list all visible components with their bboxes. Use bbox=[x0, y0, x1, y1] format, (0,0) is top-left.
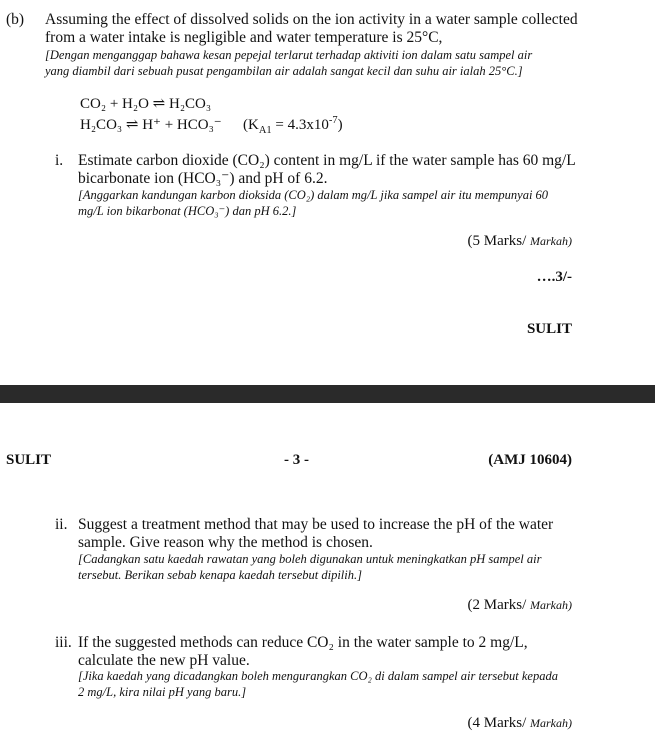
question-iii-malay bbox=[78, 668, 575, 700]
question-iii-number: iii. bbox=[55, 634, 72, 651]
question-ii-malay bbox=[78, 551, 575, 583]
page-number: - 3 - bbox=[284, 452, 309, 468]
question-ii-english-line-2: sample. Give reason why the method is chosen. bbox=[78, 534, 373, 551]
ka-close: ) bbox=[337, 117, 343, 133]
question-i-marks-value: (5 Marks/ bbox=[467, 233, 527, 249]
equation-1: CO₂ + H₂O ⇌ H₂CO₃ bbox=[80, 96, 212, 112]
question-ii-marks-value: (2 Marks/ bbox=[467, 597, 527, 613]
marks-word: Markah) bbox=[530, 234, 572, 248]
question-ii-english-line-1: Suggest a treatment method that may be used to increase the pH of the water bbox=[78, 516, 554, 533]
ka-label: (K bbox=[243, 117, 259, 133]
question-ii-malay-line-2: tersebut. Berikan sebab kenapa kaedah tersebut dipilih.] bbox=[78, 568, 362, 582]
question-i-english-line-2: bicarbonate ion (HCO₃⁻) and pH of 6.2. bbox=[78, 170, 328, 187]
question-i-marks bbox=[468, 233, 573, 250]
ka-value: = 4.3x10 bbox=[271, 117, 329, 133]
question-i-english bbox=[78, 152, 575, 188]
question-iii-marks bbox=[468, 715, 573, 732]
ka-expression bbox=[243, 116, 343, 134]
question-i-malay bbox=[78, 187, 575, 219]
intro-english bbox=[45, 11, 578, 47]
question-i-english-line-1: Estimate carbon dioxide (CO₂) content in mg/L if the water sample has 60 mg/L bbox=[78, 152, 576, 169]
question-iii-english-line-1: If the suggested methods can reduce CO₂ in the water sample to 2 mg/L, bbox=[78, 634, 528, 651]
intro-english-line-2: from a water intake is negligible and water temperature is 25°C, bbox=[45, 29, 443, 46]
question-ii-number: ii. bbox=[55, 516, 68, 533]
question-iii-english-line-2: calculate the new pH value. bbox=[78, 652, 250, 669]
intro-malay-line-2: yang diambil dari sebuah pusat pengambilan air adalah sangat kecil dan suhu air ialah 25°C.] bbox=[45, 64, 523, 78]
intro-malay-line-1: [Dengan menganggap bahawa kesan pepejal terlarut terhadap aktiviti ion dalam satu sampel air bbox=[45, 48, 533, 62]
question-iii-marks-value: (4 Marks/ bbox=[467, 715, 527, 731]
header-sulit: SULIT bbox=[6, 452, 52, 468]
question-iii-malay-line-1: [Jika kaedah yang dicadangkan boleh mengurangkan CO₂ di dalam sampel air tersebut kepada bbox=[78, 669, 558, 683]
question-ii-marks bbox=[468, 597, 573, 614]
equation-2: H₂CO₃ ⇌ H⁺ + HCO₃⁻ bbox=[80, 117, 222, 133]
question-ii-malay-line-1: [Cadangkan satu kaedah rawatan yang boleh digunakan untuk meningkatkan pH sampel air bbox=[78, 552, 542, 566]
continued-marker: ….3/- bbox=[536, 269, 572, 285]
intro-english-line-1: Assuming the effect of dissolved solids on the ion activity in a water sample collected bbox=[45, 11, 578, 28]
marks-word: Markah) bbox=[530, 716, 572, 730]
ka-exponent: -7 bbox=[328, 115, 338, 126]
question-i-malay-line-1: [Anggarkan kandungan karbon dioksida (CO₂) dalam mg/L jika sampel air itu mempunyai 60 bbox=[78, 188, 549, 202]
course-code: (AMJ 10604) bbox=[488, 452, 572, 468]
page-divider bbox=[0, 385, 655, 403]
question-i-malay-line-2: mg/L ion bikarbonat (HCO₃⁻) dan pH 6.2.] bbox=[78, 204, 297, 218]
question-iii-malay-line-2: 2 mg/L, kira nilai pH yang baru.] bbox=[78, 685, 247, 699]
part-label: (b) bbox=[6, 11, 25, 28]
question-ii-english bbox=[78, 516, 575, 552]
question-i-number: i. bbox=[55, 152, 64, 169]
sulit-footer: SULIT bbox=[526, 321, 572, 337]
ka-subscript: A1 bbox=[258, 125, 272, 136]
question-iii-english bbox=[78, 634, 575, 670]
intro-malay bbox=[45, 47, 575, 79]
marks-word: Markah) bbox=[530, 598, 572, 612]
